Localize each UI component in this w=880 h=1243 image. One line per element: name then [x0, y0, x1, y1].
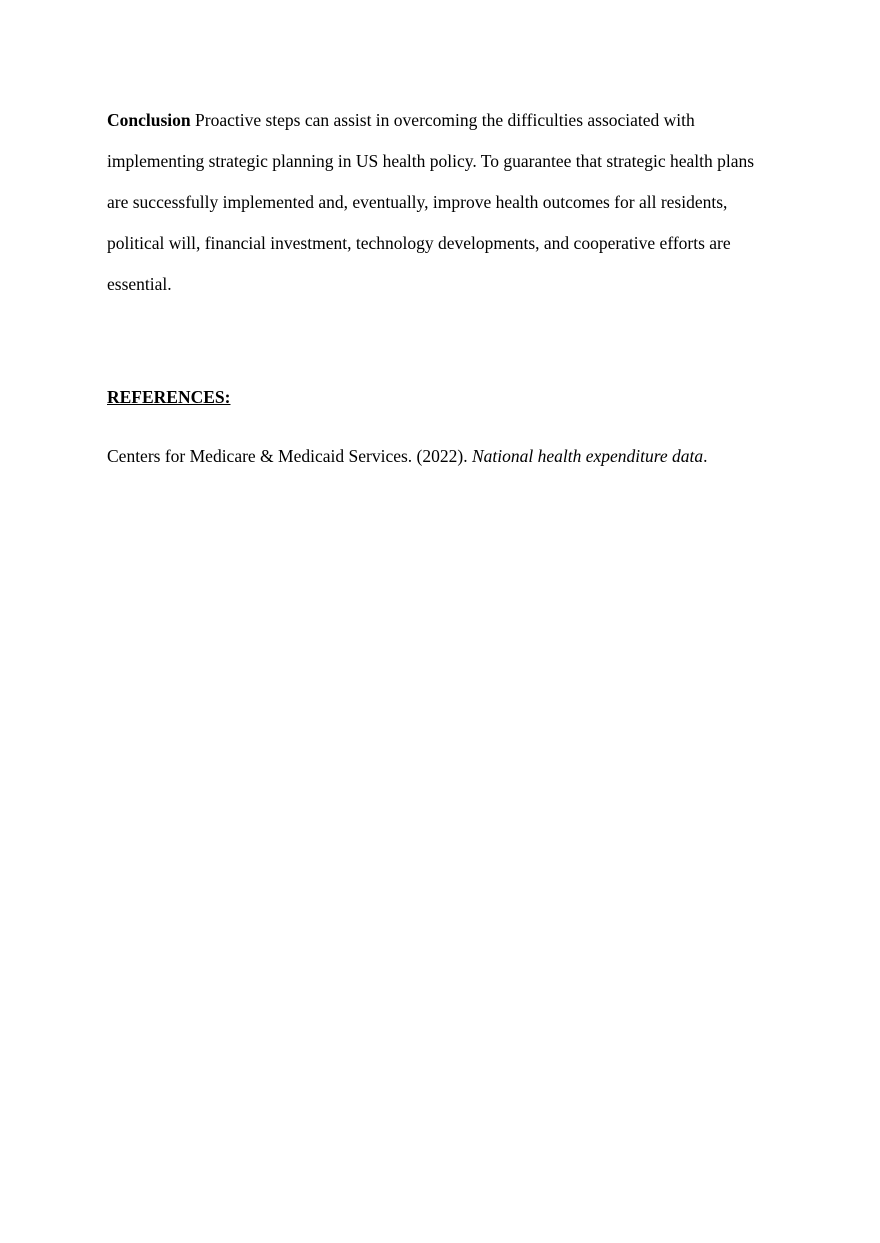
conclusion-line-3: are successfully implemented and, eventually, improve health outcomes for all residents, [107, 192, 728, 212]
references-heading: REFERENCES: [107, 387, 231, 407]
conclusion-line-4: political will, financial investment, technology developments, and cooperative efforts are [107, 233, 731, 253]
conclusion-line-1 [107, 100, 777, 141]
conclusion-paragraph [107, 100, 777, 305]
reference-title: National health expenditure data [471, 446, 704, 466]
conclusion-line-5: essential. [107, 274, 172, 294]
conclusion-line-2: implementing strategic planning in US health policy. To guarantee that strategic health plans [107, 151, 755, 171]
conclusion-line-1-text: Proactive steps can assist in overcoming the difficulties associated with [190, 110, 695, 130]
reference-suffix: . [703, 446, 708, 466]
reference-entry [107, 439, 708, 473]
reference-author-year: Centers for Medicare & Medicaid Services. (2022). [107, 446, 472, 466]
conclusion-lead: Conclusion [107, 110, 191, 130]
